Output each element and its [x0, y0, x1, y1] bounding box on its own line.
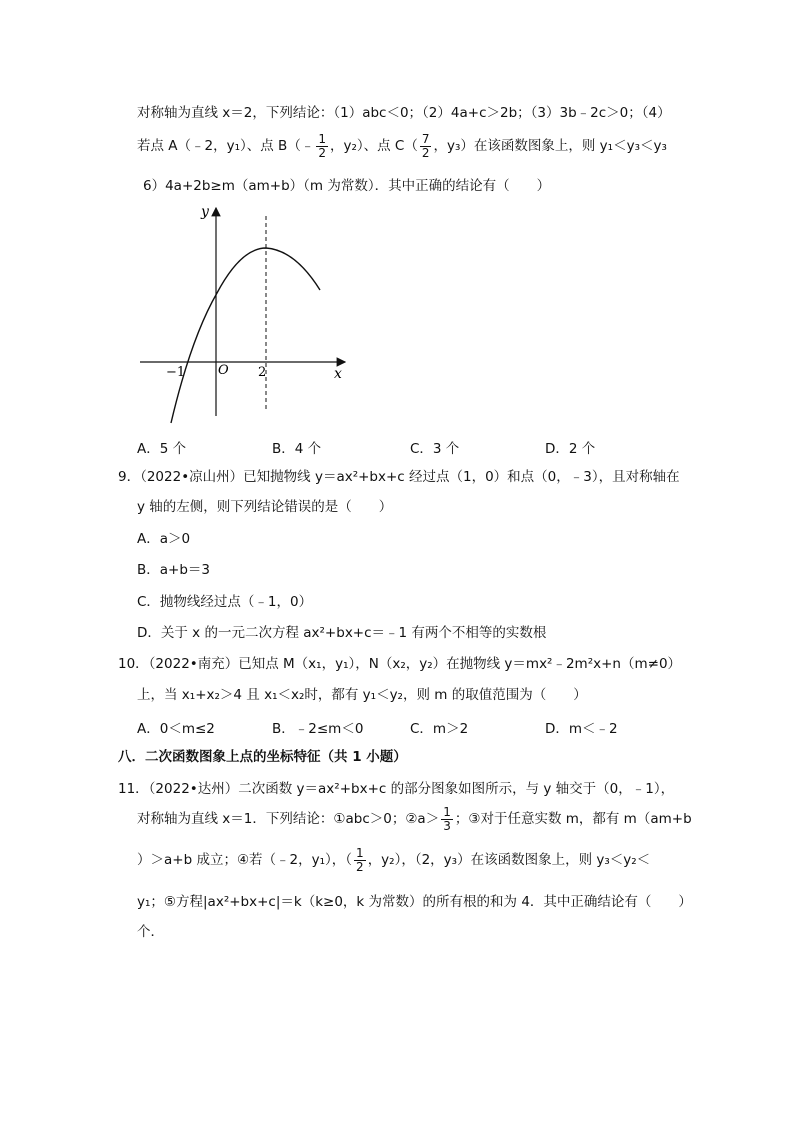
- q9-line-2: y 轴的左侧，则下列结论错误的是（ ）: [137, 499, 393, 515]
- q8-option-b: B．4 个: [272, 441, 322, 457]
- x-axis-label: x: [334, 366, 342, 382]
- fraction-numerator: 1: [443, 804, 451, 819]
- parabola-graph: [135, 198, 355, 428]
- q10-option-c: C．m＞2: [410, 721, 469, 737]
- fraction-denominator: 2: [421, 145, 430, 160]
- q9-line-1: 9．（2022•凉山州）已知抛物线 y＝ax²+bx+c 经过点（1，0）和点（0，﹣3），且对称轴在: [118, 469, 680, 485]
- q10-line-1: 10．（2022•南充）已知点 M（x₁，y₁），N（x₂，y₂）在抛物线 y＝mx²﹣2m²x+n（m≠0）: [118, 656, 682, 672]
- q11-fraction-1: [441, 806, 453, 833]
- q11-line-2a: 对称轴为直线 x＝1．下列结论：①abc＞0；②a＞: [137, 811, 440, 827]
- q8-line-2c: ，y₃）在该函数图象上，则 y₁＜y₃＜y₃: [433, 138, 667, 154]
- q8-fraction-1: [316, 133, 328, 160]
- q8-line-1: 对称轴为直线 x＝2，下列结论：（1）abc＜0；（2）4a+c＞2b；（3）3b﹣2c＞0；（4）: [137, 105, 671, 121]
- q8-option-c: C．3 个: [410, 441, 460, 457]
- parabola-curve: [171, 248, 320, 423]
- neg-one-label: −1: [166, 365, 186, 380]
- q11-line-5: 个．: [137, 924, 164, 940]
- q11-line-3: [137, 846, 650, 874]
- q8-line-2: [137, 132, 667, 160]
- q8-fraction-2: [420, 133, 432, 160]
- fraction-numerator: 1: [356, 845, 364, 860]
- q10-option-b: B．﹣2≤m＜0: [272, 721, 364, 737]
- two-label: 2: [258, 365, 267, 380]
- q10-line-2: 上，当 x₁+x₂＞4 且 x₁＜x₂时，都有 y₁＜y₂，则 m 的取值范围为（ ）: [137, 687, 587, 703]
- fraction-denominator: 2: [318, 145, 326, 160]
- q8-line-2a: 若点 A（﹣2，y₁）、点 B（﹣: [137, 138, 315, 154]
- q9-option-d: D．关于 x 的一元二次方程 ax²+bx+c＝﹣1 有两个不相等的实数根: [137, 625, 547, 641]
- fraction-numerator: 1: [318, 131, 326, 146]
- q9-option-a: A．a＞0: [137, 531, 191, 547]
- fraction-numerator: 7: [421, 131, 430, 146]
- section-heading: 八．二次函数图象上点的坐标特征（共 1 小题）: [118, 749, 407, 765]
- q8-option-d: D．2 个: [545, 441, 596, 457]
- q11-line-3b: ，y₂），（2，y₃）在该函数图象上，则 y₃＜y₂＜: [367, 852, 651, 868]
- q8-line-3: 6）4a+2b≥m（am+b）（m 为常数）．其中正确的结论有（ ）: [143, 178, 551, 194]
- fraction-denominator: 3: [443, 818, 451, 833]
- fraction-denominator: 2: [356, 859, 364, 874]
- q9-option-b: B．a+b＝3: [137, 562, 211, 578]
- q11-line-4: y₁；⑤方程|ax²+bx+c|＝k（k≥0，k 为常数）的所有根的和为 4．其中正确结论有（ ）: [137, 894, 692, 910]
- q11-line-1: 11．（2022•达州）二次函数 y＝ax²+bx+c 的部分图象如图所示，与 y 轴交于（0，﹣1），: [118, 781, 675, 797]
- q8-option-a: A．5 个: [137, 441, 187, 457]
- q10-option-a: A．0＜m≤2: [137, 721, 215, 737]
- q9-option-c: C．抛物线经过点（﹣1，0）: [137, 594, 313, 610]
- y-axis-label: y: [201, 204, 209, 220]
- q11-line-2: [137, 805, 692, 833]
- origin-label: O: [218, 363, 229, 378]
- q8-line-2b: ，y₂）、点 C（: [329, 138, 418, 154]
- q11-line-3a: ）＞a+b 成立；④若（﹣2，y₁），（: [137, 852, 353, 868]
- q11-line-2b: ；③对于任意实数 m，都有 m（am+b: [454, 811, 692, 827]
- q11-fraction-2: [354, 847, 366, 874]
- q10-option-d: D．m＜﹣2: [545, 721, 618, 737]
